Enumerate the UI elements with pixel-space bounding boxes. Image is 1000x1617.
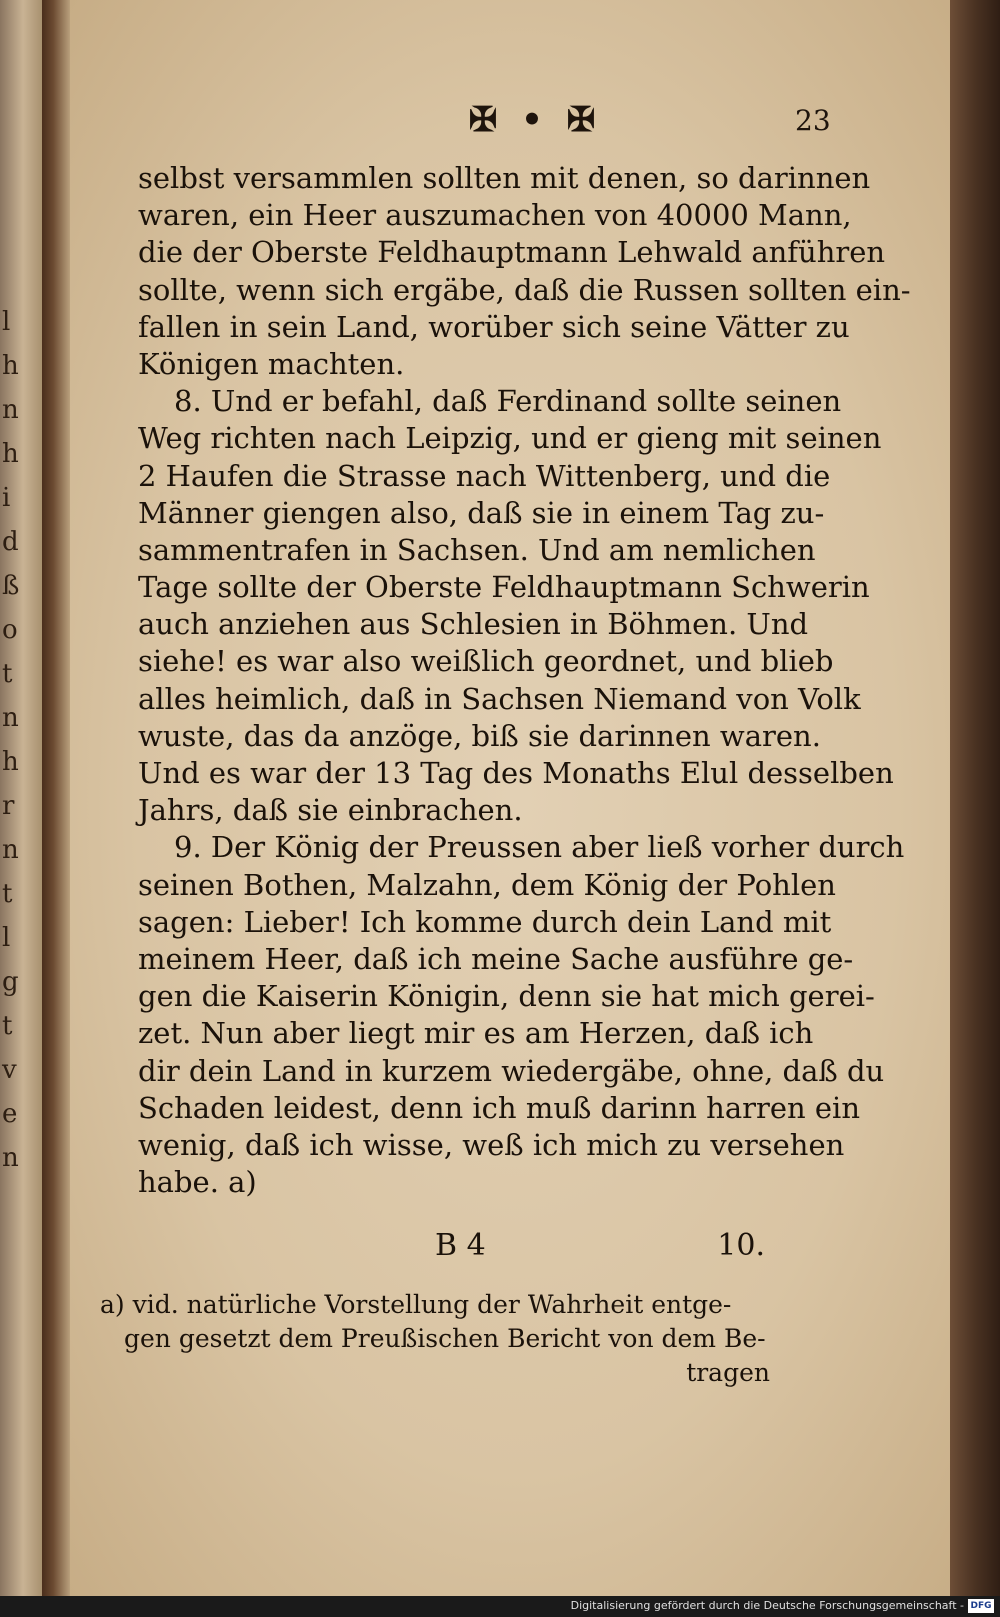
catchword: 10.	[717, 1228, 765, 1263]
text-line: waren, ein Heer auszumachen von 40000 Mann,	[138, 198, 852, 233]
margin-fragment: o	[2, 615, 18, 645]
margin-fragment: g	[2, 967, 19, 997]
text-line: Männer giengen also, daß sie in einem Tag zu-	[138, 495, 825, 530]
main-text-block	[138, 160, 911, 1201]
digitization-credit-bar	[0, 1596, 1000, 1617]
left-margin-fragments	[2, 300, 38, 1180]
text-line: Weg richten nach Leipzig, und er gieng mit seinen	[138, 421, 882, 456]
margin-fragment: i	[2, 483, 11, 513]
text-line: selbst versammlen sollten mit denen, so darinnen	[138, 161, 871, 195]
margin-fragment: t	[2, 1011, 13, 1041]
footnote-line: tragen	[686, 1358, 770, 1387]
margin-fragment: v	[2, 1055, 17, 1085]
signature-mark: B 4	[435, 1228, 486, 1263]
page-number: 23	[795, 104, 831, 137]
text-line: sollte, wenn sich ergäbe, daß die Russen sollten ein-	[138, 272, 911, 307]
text-line: sammentrafen in Sachsen. Und am nemlichen	[138, 532, 816, 567]
text-line: fallen in sein Land, worüber sich seine Vätter zu	[138, 309, 850, 344]
text-line: habe. a)	[138, 1165, 257, 1200]
text-line: auch anziehen aus Schlesien in Böhmen. Und	[138, 607, 809, 642]
margin-fragment: t	[2, 659, 13, 689]
text-line: siehe! es war also weißlich geordnet, und blieb	[138, 644, 834, 679]
right-book-edge	[950, 0, 1000, 1596]
text-line: meinem Heer, daß ich meine Sache ausführe ge-	[138, 941, 854, 976]
text-line: wenig, daß ich wisse, weß ich mich zu versehen	[138, 1127, 845, 1162]
page-23	[70, 0, 968, 1596]
margin-fragment: n	[2, 703, 19, 733]
margin-fragment: h	[2, 747, 19, 777]
text-line: die der Oberste Feldhauptmann Lehwald anführen	[138, 235, 886, 270]
margin-fragment: ß	[2, 571, 20, 601]
margin-fragment: h	[2, 351, 19, 381]
text-line: Tage sollte der Oberste Feldhauptmann Schwerin	[138, 570, 870, 605]
paragraph-8-start: 8. Und er befahl, daß Ferdinand sollte seinen	[174, 384, 842, 419]
text-line: Und es war der 13 Tag des Monaths Elul desselben	[138, 756, 894, 790]
book-gutter	[42, 0, 70, 1617]
left-page-edge	[0, 0, 42, 1617]
margin-fragment: n	[2, 835, 19, 865]
header-ornament: ✠ • ✠	[468, 100, 602, 140]
footnote-line: gen gesetzt dem Preußischen Bericht von dem Be-	[124, 1324, 766, 1353]
text-line: alles heimlich, daß in Sachsen Niemand von Volk	[138, 681, 861, 716]
credit-text: Digitalisierung gefördert durch die Deutsche Forschungsgemeinschaft -	[570, 1599, 964, 1612]
text-line: zet. Nun aber liegt mir es am Herzen, daß ich	[138, 1016, 814, 1051]
margin-fragment: h	[2, 439, 19, 469]
text-line: Schaden leidest, denn ich muß darinn harren ein	[138, 1090, 861, 1125]
margin-fragment: d	[2, 527, 19, 557]
margin-fragment: n	[2, 1143, 19, 1173]
text-line: gen die Kaiserin Königin, denn sie hat mich gerei-	[138, 979, 875, 1014]
margin-fragment: t	[2, 879, 13, 909]
margin-fragment: l	[2, 307, 11, 337]
text-line: sagen: Lieber! Ich komme durch dein Land mit	[138, 904, 832, 939]
footnote	[100, 1288, 770, 1390]
margin-fragment: n	[2, 395, 19, 425]
text-line: seinen Bothen, Malzahn, dem König der Pohlen	[138, 867, 836, 902]
text-line: dir dein Land in kurzem wiedergäbe, ohne, daß du	[138, 1053, 885, 1088]
text-line: 2 Haufen die Strasse nach Wittenberg, und die	[138, 458, 831, 493]
dfg-logo-icon: DFG	[968, 1599, 994, 1613]
catch-line	[435, 1228, 765, 1268]
paragraph-9-start: 9. Der König der Preussen aber ließ vorher durch	[174, 830, 905, 865]
running-head	[310, 100, 831, 152]
margin-fragment: l	[2, 923, 11, 953]
footnote-line: a) vid. natürliche Vorstellung der Wahrheit entge-	[100, 1290, 732, 1319]
text-line: wuste, das da anzöge, biß sie darinnen waren.	[138, 718, 821, 753]
margin-fragment: r	[2, 791, 15, 821]
text-line: Jahrs, daß sie einbrachen.	[138, 793, 523, 828]
margin-fragment: e	[2, 1099, 18, 1129]
text-line: Königen machten.	[138, 346, 405, 381]
